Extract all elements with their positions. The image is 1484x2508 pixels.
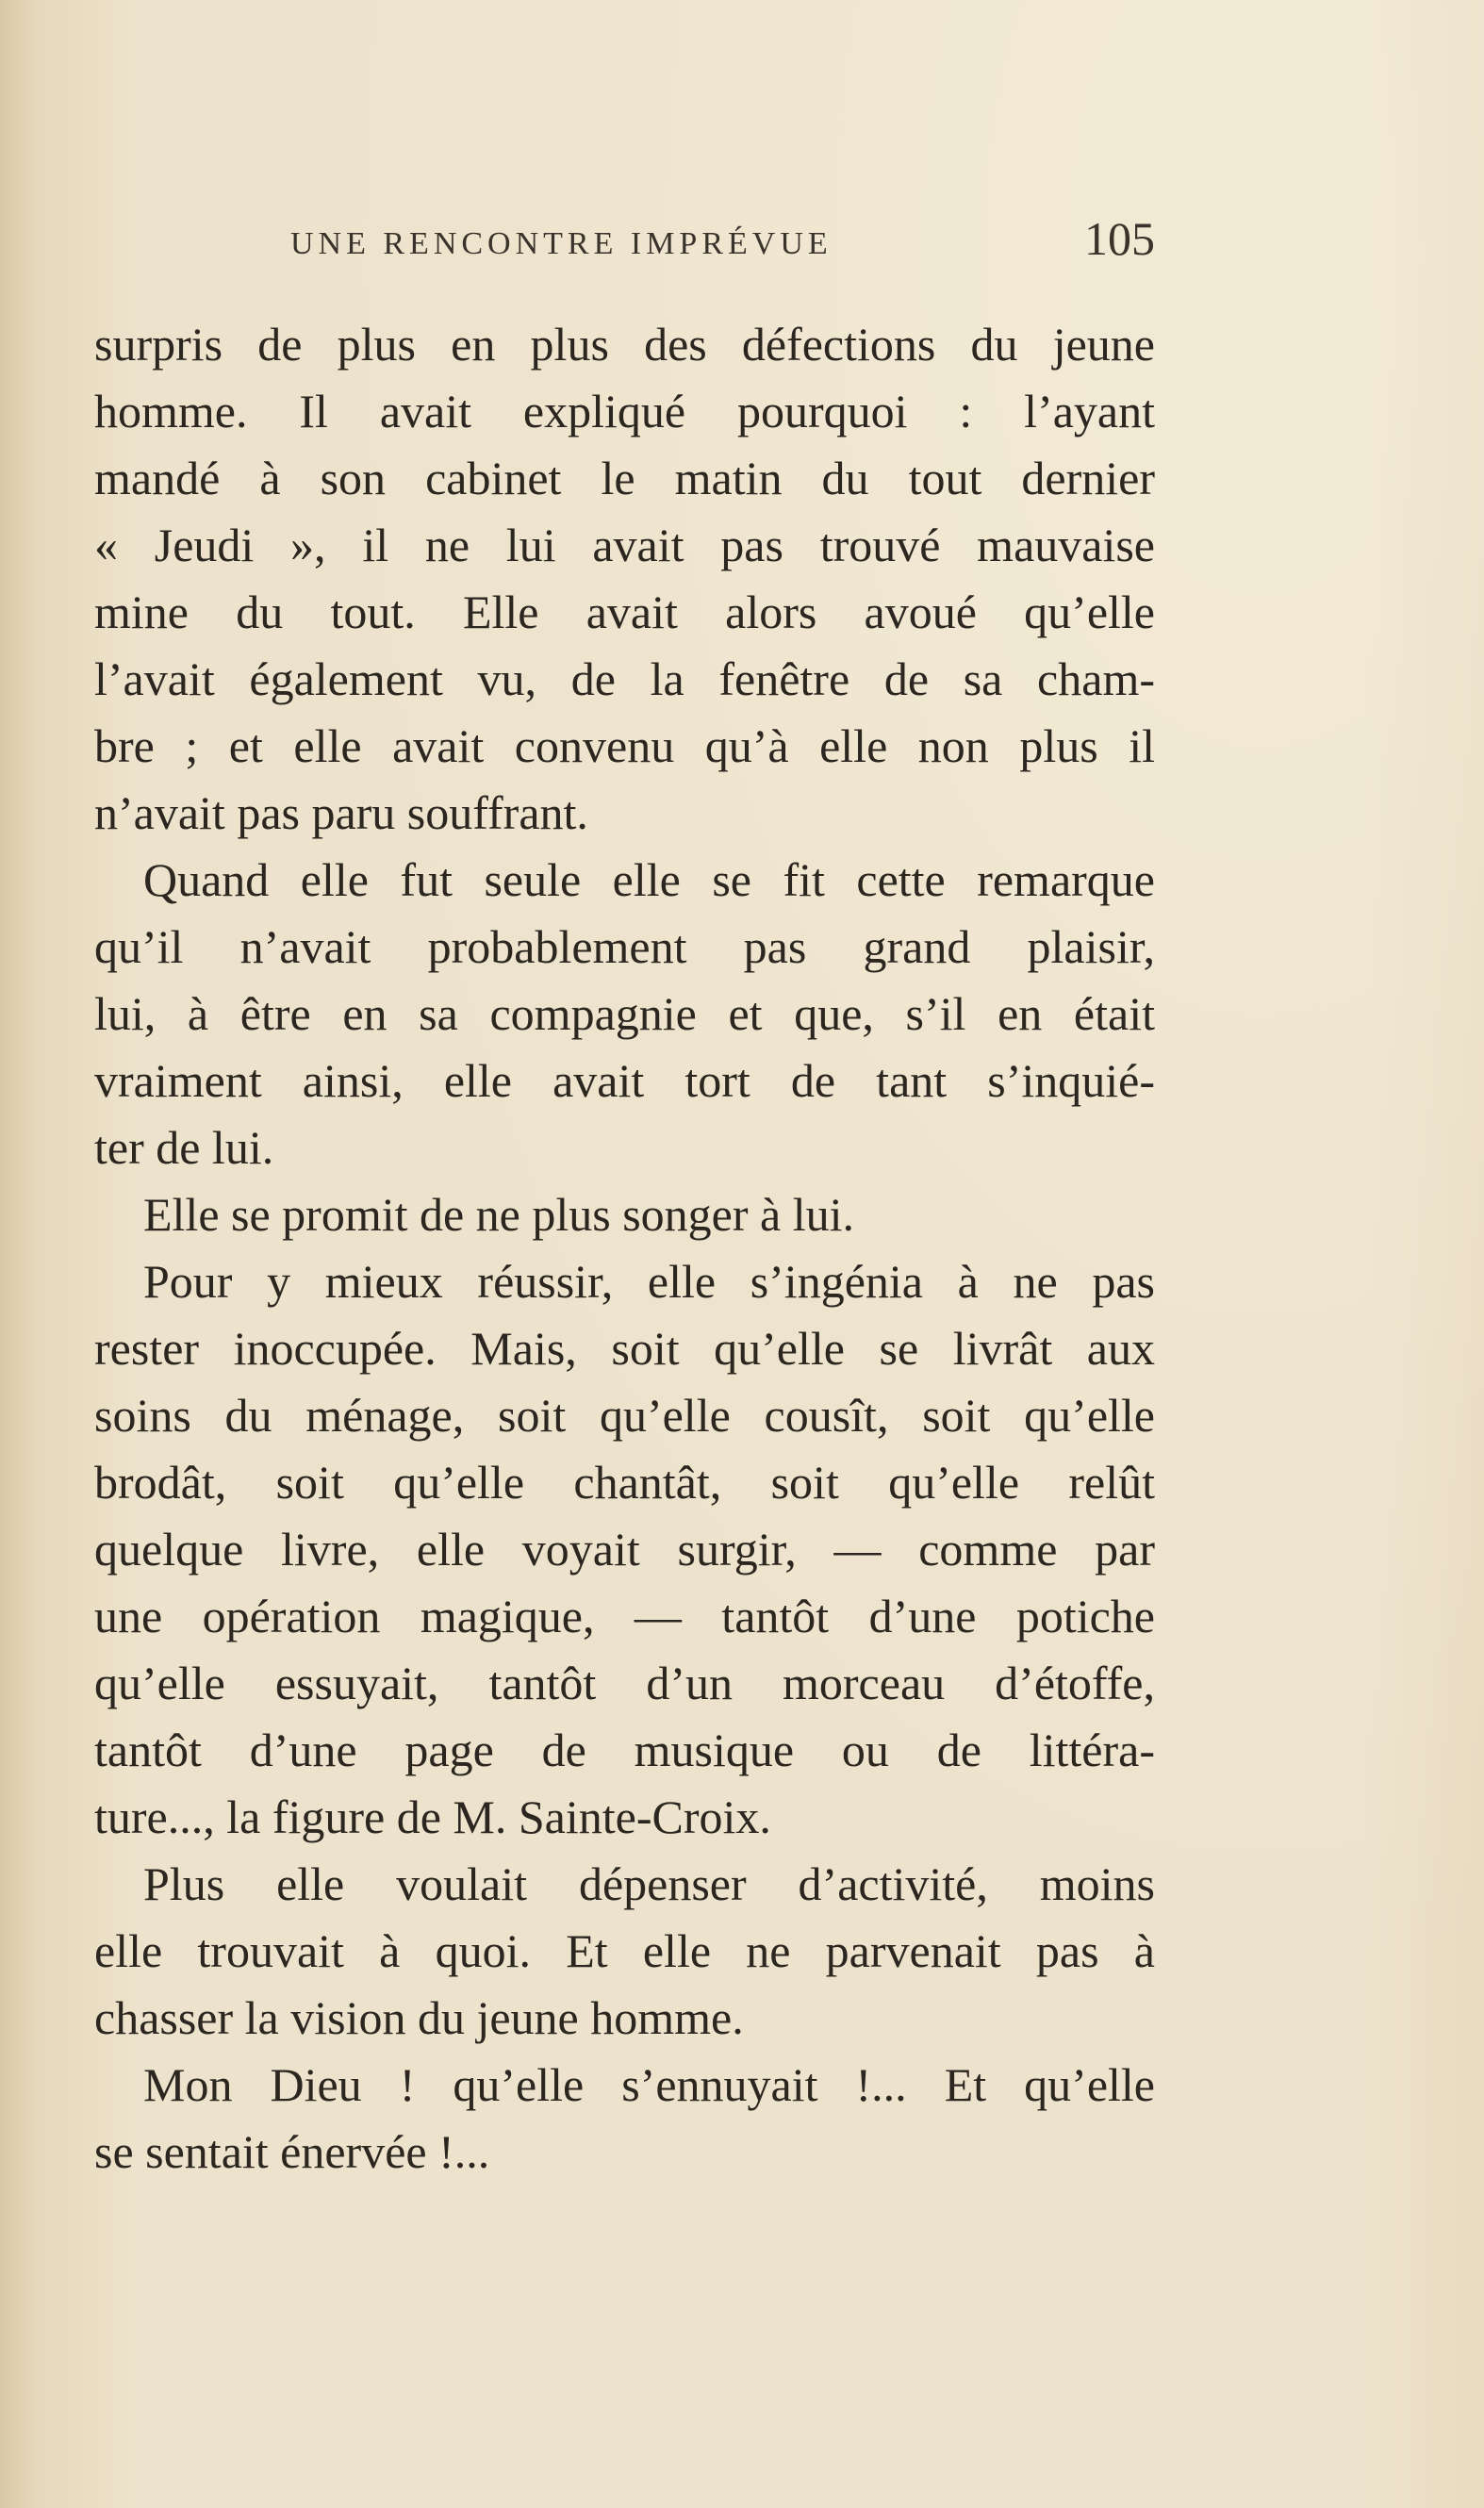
text-line: surpris de plus en plus des défections du jeune <box>94 318 1155 371</box>
text-line: elle trouvait à quoi. Et elle ne parvenait pas à <box>94 1924 1155 1977</box>
text-line: lui, à être en sa compagnie et que, s’il en était <box>94 987 1155 1040</box>
text-line: Mon Dieu ! qu’elle s’ennuyait !... Et qu’elle <box>143 2058 1155 2111</box>
text-line: « Jeudi », il ne lui avait pas trouvé mauvaise <box>94 519 1155 571</box>
text-line: mandé à son cabinet le matin du tout dernier <box>94 452 1155 504</box>
text-line: vraiment ainsi, elle avait tort de tant s’inquié- <box>94 1054 1155 1107</box>
text-line: chasser la vision du jeune homme. <box>94 1991 744 2044</box>
page-number: 105 <box>1084 212 1155 265</box>
text-line: une opération magique, — tantôt d’une potiche <box>94 1590 1155 1642</box>
text-line: quelque livre, elle voyait surgir, — comme par <box>94 1523 1155 1576</box>
body-text <box>94 311 1155 2186</box>
text-line: n’avait pas paru souffrant. <box>94 786 588 839</box>
text-line: homme. Il avait expliqué pourquoi : l’ayant <box>94 385 1155 437</box>
text-line: soins du ménage, soit qu’elle cousît, soit qu’elle <box>94 1389 1155 1442</box>
text-line: qu’elle essuyait, tantôt d’un morceau d’étoffe, <box>94 1657 1155 1709</box>
text-line: Elle se promit de ne plus songer à lui. <box>143 1188 855 1241</box>
text-line: ture..., la figure de M. Sainte-Croix. <box>94 1790 771 1843</box>
text-line: l’avait également vu, de la fenêtre de sa cham- <box>94 652 1155 705</box>
text-line: qu’il n’avait probablement pas grand plaisir, <box>94 920 1155 973</box>
text-line: bre ; et elle avait convenu qu’à elle non plus il <box>94 719 1155 772</box>
text-line: Quand elle fut seule elle se fit cette remarque <box>143 853 1155 906</box>
text-line: rester inoccupée. Mais, soit qu’elle se livrât aux <box>94 1322 1155 1375</box>
running-title: UNE RENCONTRE IMPRÉVUE <box>290 226 833 261</box>
text-line: ter de lui. <box>94 1121 274 1174</box>
page-header <box>94 207 1155 273</box>
text-line: brodât, soit qu’elle chantât, soit qu’elle relût <box>94 1456 1155 1509</box>
text-line: mine du tout. Elle avait alors avoué qu’elle <box>94 586 1155 638</box>
text-line: se sentait énervée !... <box>94 2125 490 2178</box>
text-line: Plus elle voulait dépenser d’activité, moins <box>143 1857 1155 1910</box>
text-line: Pour y mieux réussir, elle s’ingénia à ne pas <box>143 1255 1155 1308</box>
text-line: tantôt d’une page de musique ou de littéra- <box>94 1724 1155 1776</box>
